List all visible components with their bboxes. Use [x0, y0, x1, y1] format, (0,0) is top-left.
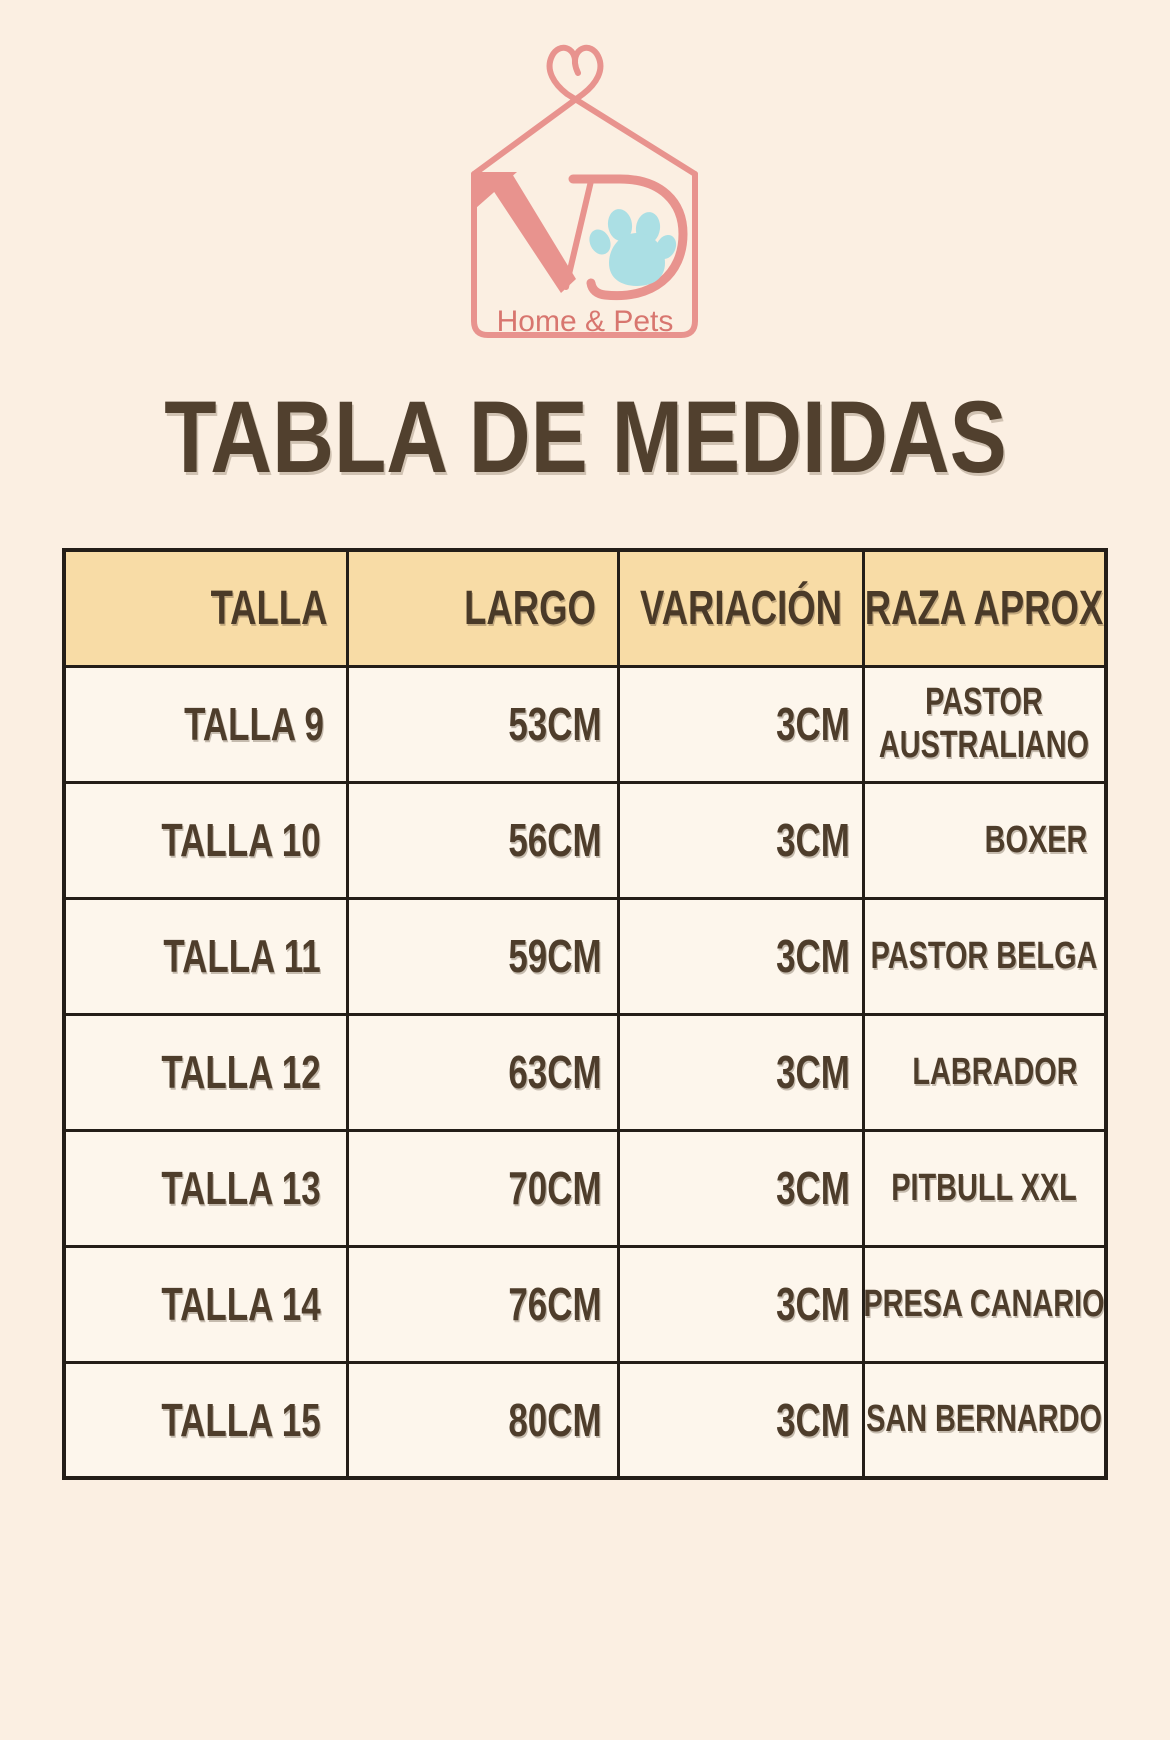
- cell-text: 63CM: [508, 1046, 603, 1098]
- cell-text: PASTOR BELGA: [870, 934, 1098, 977]
- table-cell: [863, 666, 1106, 782]
- column-header-largo: [347, 550, 618, 666]
- cell-text: BOXER: [985, 818, 1088, 861]
- table-row: [64, 898, 1106, 1014]
- header-text: TALLA: [210, 581, 328, 635]
- table-cell: [618, 1014, 863, 1130]
- table-cell: [64, 1130, 347, 1246]
- cell-text: 70CM: [508, 1162, 603, 1214]
- column-header-raza-aprox: [863, 550, 1106, 666]
- table-cell: [618, 1246, 863, 1362]
- cell-text: 53CM: [508, 698, 603, 750]
- table-cell: [347, 782, 618, 898]
- column-header-talla: [64, 550, 347, 666]
- cell-text: TALLA 14: [161, 1278, 321, 1330]
- heart-icon: [474, 48, 695, 174]
- cell-text: SAN BERNARDO: [866, 1398, 1103, 1441]
- table-cell: [618, 666, 863, 782]
- table-row: [64, 1246, 1106, 1362]
- cell-text: 80CM: [508, 1393, 603, 1446]
- table-cell: [618, 782, 863, 898]
- cell-text: LABRADOR: [912, 1050, 1078, 1093]
- cell-text: PRESA CANARIO: [863, 1282, 1105, 1325]
- cell-text: PITBULL XXL: [891, 1166, 1078, 1209]
- table-cell: [863, 1130, 1106, 1246]
- cell-text: TALLA 15: [161, 1393, 321, 1446]
- cell-text: 3CM: [776, 1046, 851, 1098]
- letter-v-shape: [476, 172, 591, 293]
- table-header: [64, 550, 1106, 666]
- table-cell: [618, 1130, 863, 1246]
- table-cell: [618, 1362, 863, 1478]
- brand-logo: [455, 27, 715, 357]
- table-cell: [347, 898, 618, 1014]
- cell-text: 3CM: [776, 814, 851, 866]
- table-cell: [347, 1014, 618, 1130]
- table-cell: [863, 782, 1106, 898]
- doghouse-logo-icon: [455, 27, 715, 357]
- table-cell: [64, 898, 347, 1014]
- header-text: LARGO: [464, 581, 597, 635]
- table-row: [64, 1014, 1106, 1130]
- table-row: [64, 666, 1106, 782]
- cell-text: TALLA 12: [161, 1046, 321, 1098]
- table-row: [64, 1362, 1106, 1478]
- cell-text: 56CM: [508, 814, 603, 866]
- table-cell: [64, 1362, 347, 1478]
- table-cell: [618, 898, 863, 1014]
- table-cell: [863, 1246, 1106, 1362]
- brand-tagline: Home & Pets: [496, 305, 674, 338]
- cell-text: 76CM: [508, 1278, 603, 1330]
- header-text: RAZA APROX: [865, 581, 1104, 635]
- page-title: [0, 380, 1170, 494]
- cell-text: TALLA 10: [161, 814, 321, 866]
- header-text: VARIACIÓN: [639, 581, 842, 635]
- table-row: [64, 1130, 1106, 1246]
- cell-text: 3CM: [776, 1162, 851, 1214]
- table-cell: [64, 1246, 347, 1362]
- cell-text: TALLA 9: [184, 698, 324, 750]
- table-cell: [347, 1246, 618, 1362]
- table-row: [64, 782, 1106, 898]
- table-cell: [64, 1014, 347, 1130]
- cell-text: TALLA 11: [163, 930, 322, 982]
- cell-text: PASTOR AUSTRALIANO: [879, 681, 1090, 766]
- cell-text: 3CM: [776, 1393, 851, 1446]
- table-cell: [347, 1362, 618, 1478]
- header-row: [64, 550, 1106, 666]
- cell-text: 59CM: [508, 930, 603, 982]
- page-title-text: TABLA DE MEDIDAS: [163, 380, 1007, 494]
- cell-text: 3CM: [776, 698, 851, 750]
- table-cell: [64, 666, 347, 782]
- column-header-variacion: [618, 550, 863, 666]
- table-cell: [863, 898, 1106, 1014]
- table-cell: [347, 1130, 618, 1246]
- cell-text: TALLA 13: [161, 1162, 321, 1214]
- table-body: [64, 666, 1106, 1478]
- table-cell: [863, 1362, 1106, 1478]
- table-cell: [347, 666, 618, 782]
- table-cell: [863, 1014, 1106, 1130]
- table-cell: [64, 782, 347, 898]
- cell-text: 3CM: [776, 1278, 851, 1330]
- size-table: [62, 548, 1108, 1480]
- cell-text: 3CM: [776, 930, 851, 982]
